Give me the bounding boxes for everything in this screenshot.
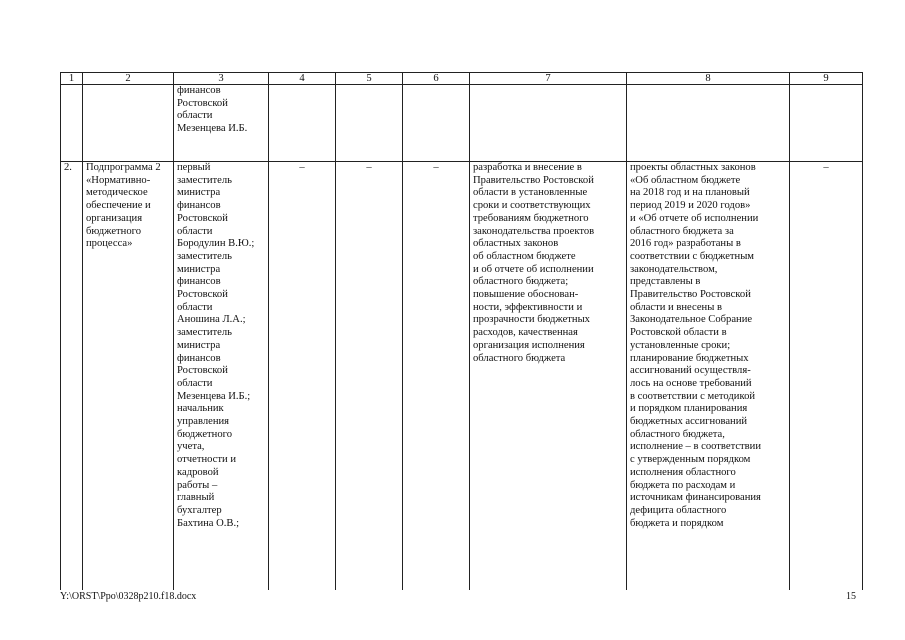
row2-actual-result-cell-line: планирование бюджетных [630, 352, 749, 364]
row2-expected-result-cell-line: сроки и соответствующих [473, 200, 591, 212]
row1-responsible-line: области [177, 110, 213, 122]
column-number-3: 3 [174, 73, 269, 85]
row2-expected-result-cell-line: требованиям бюджетного [473, 212, 589, 224]
row2-responsible-cell-line: области [177, 225, 213, 237]
row2-expected-result-cell-line: Правительство Ростовской [473, 174, 594, 186]
row2-actual-result-cell-line: бюджета и порядком [630, 517, 724, 529]
row1-cell-7 [470, 85, 627, 162]
row2-actual-result-cell-line: исполнение – в соответствии [630, 441, 761, 453]
column-number-2: 2 [83, 73, 174, 85]
row2-actual-result-cell-line: областного бюджета за [630, 225, 734, 237]
row2-actual-result-cell-line: 2016 год» разработаны в [630, 238, 741, 250]
row2-expected-result-cell-line: областного бюджета [473, 352, 566, 364]
row2-expected-result-cell-line: областного бюджета; [473, 276, 569, 288]
row2-expected-result-cell-line: прозрачности бюджетных [473, 314, 590, 326]
footer-page-number: 15 [846, 591, 856, 602]
row1-cell-6 [403, 85, 470, 162]
row2-expected-result-cell [470, 162, 627, 590]
row2-actual-result-cell-line: и «Об отчете об исполнении [630, 212, 759, 224]
column-number-1: 1 [61, 73, 83, 85]
row2-number-cell: 2. [61, 162, 83, 590]
column-number-row [61, 73, 863, 85]
row2-expected-result-cell-line: организация исполнения [473, 339, 585, 351]
row2-actual-result-cell-line: «Об областном бюджете [630, 174, 741, 186]
row2-responsible-cell-line: кадровой [177, 466, 219, 478]
row2-responsible-cell-line: финансов [177, 200, 221, 212]
row2-responsible-cell-line: области [177, 301, 213, 313]
row2-responsible-cell-line: министра [177, 339, 221, 351]
row2-actual-result-cell-line: источникам финансирования [630, 492, 761, 504]
row2-responsible-cell-line: Бородулин В.Ю.; [177, 238, 255, 250]
row1-cell-5 [336, 85, 403, 162]
row2-expected-result-cell-line: ности, эффективности и [473, 301, 583, 313]
row2-responsible-cell-line: финансов [177, 276, 221, 288]
row2-responsible-cell-line: учета, [177, 441, 205, 453]
row1-cell-4 [269, 85, 336, 162]
row2-actual-result-cell-line: на 2018 год и на плановый [630, 187, 750, 199]
row2-responsible-cell-line: Ростовской [177, 289, 228, 301]
column-number-6: 6 [403, 73, 470, 85]
row2-actual-result-cell-line: Законодательное Собрание [630, 314, 753, 326]
row2-responsible-cell-line: заместитель [177, 250, 233, 262]
row2-actual-result-cell-line: период 2019 и 2020 годов» [630, 200, 751, 212]
row1-cell-2 [83, 85, 174, 162]
row2-responsible-cell-line: управления [177, 416, 230, 428]
row2-actual-result-cell-line: дефицита областного [630, 504, 727, 516]
row2-cell-4: – [269, 162, 336, 590]
row2-actual-result-cell-line: в соответствии с методикой [630, 390, 756, 402]
row2-responsible-cell-line: бюджетного [177, 428, 233, 440]
row2-responsible-cell-line: министра [177, 263, 221, 275]
row2-responsible-cell-line: бухгалтер [177, 504, 222, 516]
row2-responsible-cell-line: заместитель [177, 327, 233, 339]
row1-responsible-line: финансов [177, 85, 221, 96]
row2-responsible-cell-line: министра [177, 187, 221, 199]
column-number-9: 9 [790, 73, 863, 85]
table-row-continuation [61, 85, 863, 162]
row2-actual-result-cell-line: установленные сроки; [630, 339, 731, 351]
row2-actual-result-cell-line: Правительство Ростовской [630, 289, 751, 301]
row2-subprogram-cell-line: Подпрограмма 2 [86, 162, 161, 173]
row2-expected-result-cell-line: областных законов [473, 238, 559, 250]
row2-cell-6: – [403, 162, 470, 590]
row2-subprogram-cell [83, 162, 174, 590]
row2-expected-result-cell-line: области в установленные [473, 187, 588, 199]
footer-file-path: Y:\ORST\Ppo\0328p210.f18.docx [60, 591, 197, 602]
row2-actual-result-cell-line: исполнения областного [630, 466, 736, 478]
table-row-subprogram-2 [61, 162, 863, 590]
row2-responsible-cell-line: области [177, 377, 213, 389]
row2-responsible-cell-line: Аношина Л.А.; [177, 314, 246, 326]
row1-cell-9 [790, 85, 863, 162]
column-number-8: 8 [627, 73, 790, 85]
row2-responsible-cell-line: главный [177, 492, 215, 504]
row2-actual-result-cell-line: с утвержденным порядком [630, 454, 751, 466]
column-number-7: 7 [470, 73, 627, 85]
row2-subprogram-cell-line: методическое [86, 187, 148, 199]
row2-actual-result-cell-line: соответствии с бюджетным [630, 250, 755, 262]
row2-actual-result-cell-line: области и внесены в [630, 301, 722, 313]
row2-responsible-cell-line: Бахтина О.В.; [177, 517, 240, 529]
row2-responsible-cell-line: Ростовской [177, 365, 228, 377]
row2-responsible-cell-line: Мезенцева И.Б.; [177, 390, 251, 402]
row1-responsible-cell [174, 85, 269, 162]
row2-expected-result-cell-line: и об отчете об исполнении [473, 263, 594, 275]
row2-actual-result-cell-line: ассигнований осуществля- [630, 365, 751, 377]
column-number-5: 5 [336, 73, 403, 85]
row1-cell-8 [627, 85, 790, 162]
row2-responsible-cell-line: отчетности и [177, 454, 236, 466]
row2-responsible-cell-line: Ростовской [177, 212, 228, 224]
row1-responsible-line: Ростовской [177, 97, 228, 109]
row2-actual-result-cell-line: законодательством, [630, 263, 718, 275]
row2-actual-result-cell-line: лось на основе требований [630, 377, 752, 389]
column-number-4: 4 [269, 73, 336, 85]
row2-responsible-cell-line: первый [177, 162, 211, 173]
row2-subprogram-cell-line: «Нормативно- [86, 174, 151, 186]
row2-actual-result-cell-line: бюджетных ассигнований [630, 416, 748, 428]
row2-expected-result-cell-line: законодательства проектов [473, 225, 595, 237]
row2-cell-9: – [790, 162, 863, 590]
row2-subprogram-cell-line: процесса» [86, 238, 133, 250]
row2-actual-result-cell-line: Ростовской области в [630, 327, 727, 339]
row2-responsible-cell-line: заместитель [177, 174, 233, 186]
row2-actual-result-cell-line: проекты областных законов [630, 162, 756, 173]
results-table [60, 72, 863, 590]
row2-subprogram-cell-line: бюджетного [86, 225, 142, 237]
row2-subprogram-cell-line: организация [86, 212, 143, 224]
row2-responsible-cell-line: финансов [177, 352, 221, 364]
row2-actual-result-cell-line: представлены в [630, 276, 701, 288]
row2-responsible-cell-line: начальник [177, 403, 224, 415]
row2-cell-5: – [336, 162, 403, 590]
row2-actual-result-cell [627, 162, 790, 590]
row2-actual-result-cell-line: областного бюджета, [630, 428, 725, 440]
row1-cell-1 [61, 85, 83, 162]
row2-expected-result-cell-line: расходов, качественная [473, 327, 578, 339]
row2-expected-result-cell-line: повышение обоснован- [473, 289, 579, 301]
row1-responsible-line: Мезенцева И.Б. [177, 123, 248, 135]
row2-responsible-cell-line: работы – [177, 479, 218, 491]
row2-actual-result-cell-line: бюджета по расходам и [630, 479, 736, 491]
row2-responsible-cell [174, 162, 269, 590]
row2-subprogram-cell-line: обеспечение и [86, 200, 151, 212]
row2-expected-result-cell-line: об областном бюджете [473, 250, 576, 262]
row2-actual-result-cell-line: и порядком планирования [630, 403, 748, 415]
row2-expected-result-cell-line: разработка и внесение в [473, 162, 582, 173]
